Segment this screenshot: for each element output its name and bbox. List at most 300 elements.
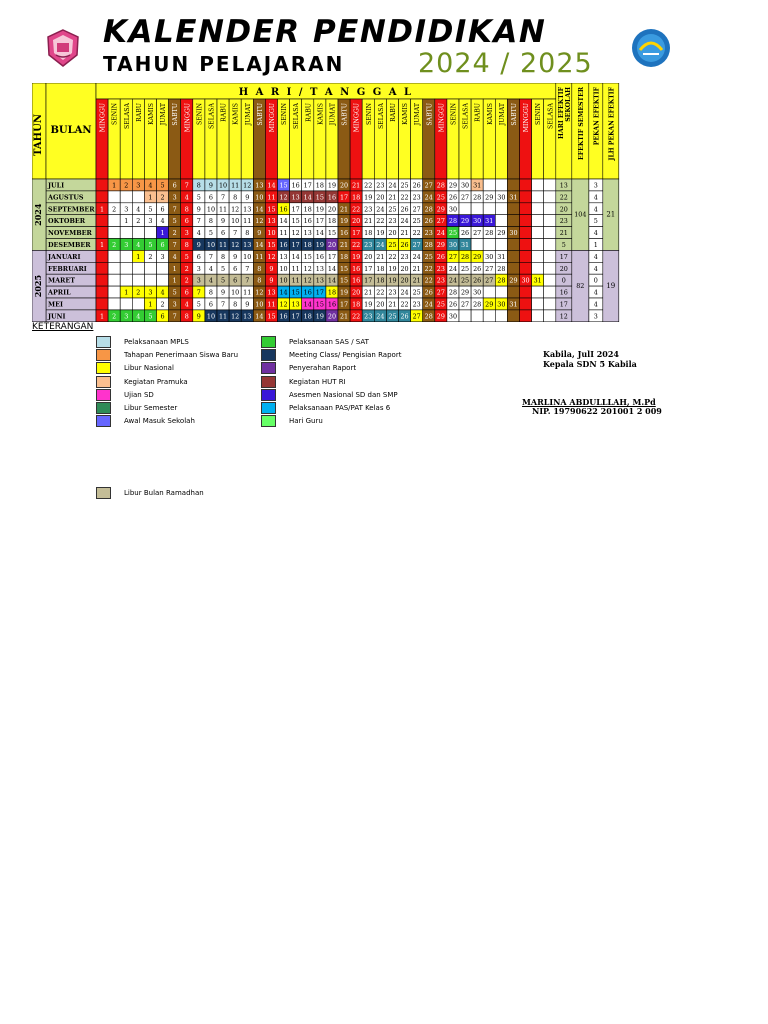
day-number: 17 bbox=[364, 264, 373, 273]
day-number: 10 bbox=[267, 229, 276, 238]
day-number: 18 bbox=[376, 276, 385, 285]
pekan-value: 4 bbox=[593, 205, 598, 214]
day-number: 8 bbox=[184, 205, 189, 214]
day-number: 8 bbox=[233, 300, 238, 309]
day-number: 10 bbox=[206, 241, 216, 249]
day-number: 2 bbox=[172, 229, 177, 238]
day-number: 13 bbox=[315, 264, 324, 273]
day-cell bbox=[108, 250, 120, 262]
day-cell bbox=[532, 215, 544, 227]
hari-efektif-value: 13 bbox=[559, 181, 568, 190]
day-number: 13 bbox=[243, 312, 252, 321]
legend-swatch bbox=[96, 389, 111, 401]
day-number: 25 bbox=[388, 205, 397, 214]
legend-swatch bbox=[261, 362, 276, 374]
hari-efektif-value: 20 bbox=[559, 264, 568, 273]
day-number: 8 bbox=[257, 276, 262, 285]
day-cell bbox=[483, 310, 495, 322]
day-number: 26 bbox=[448, 193, 458, 202]
day-number: 14 bbox=[279, 288, 288, 297]
day-number: 19 bbox=[315, 205, 324, 214]
day-number: 24 bbox=[412, 252, 421, 261]
day-cell bbox=[483, 286, 495, 298]
day-number: 17 bbox=[291, 205, 300, 214]
day-number: 25 bbox=[460, 276, 470, 285]
legend-swatch bbox=[96, 362, 111, 374]
day-number: 26 bbox=[473, 276, 482, 285]
day-header-label: JUMAT bbox=[414, 103, 422, 126]
day-number: 28 bbox=[497, 264, 506, 273]
day-number: 19 bbox=[327, 181, 337, 190]
day-cell bbox=[108, 215, 120, 227]
day-number: 9 bbox=[208, 181, 213, 190]
day-cell bbox=[108, 298, 120, 310]
day-number: 15 bbox=[291, 288, 300, 297]
day-number: 22 bbox=[412, 229, 421, 238]
day-number: 18 bbox=[352, 300, 361, 309]
day-number: 22 bbox=[388, 252, 397, 261]
day-cell bbox=[96, 215, 108, 227]
day-number: 3 bbox=[124, 241, 129, 249]
day-number: 17 bbox=[352, 229, 361, 238]
day-number: 25 bbox=[436, 300, 445, 309]
month-name: NOVEMBER bbox=[48, 229, 92, 238]
day-number: 5 bbox=[208, 229, 213, 238]
day-number: 26 bbox=[424, 288, 433, 297]
day-cell bbox=[507, 310, 519, 322]
day-cell bbox=[544, 310, 556, 322]
day-number: 14 bbox=[267, 181, 276, 190]
month-name: MEI bbox=[48, 300, 63, 309]
day-number: 12 bbox=[303, 276, 312, 285]
day-cell bbox=[544, 298, 556, 310]
day-number: 18 bbox=[364, 229, 373, 238]
day-number: 28 bbox=[473, 193, 482, 202]
day-number: 12 bbox=[279, 193, 288, 202]
legend-swatch bbox=[261, 349, 276, 361]
day-number: 27 bbox=[436, 288, 445, 297]
legend-swatch bbox=[96, 487, 111, 499]
hari-efektif-value: 0 bbox=[561, 276, 566, 285]
hari-efektif-value: 23 bbox=[559, 217, 568, 226]
day-header-label: SELASA bbox=[208, 103, 216, 130]
day-header-label: SENIN bbox=[450, 103, 458, 126]
day-number: 9 bbox=[257, 229, 262, 238]
day-cell bbox=[120, 262, 132, 274]
day-number: 27 bbox=[460, 193, 470, 202]
day-number: 11 bbox=[243, 217, 252, 226]
day-number: 1 bbox=[124, 288, 129, 297]
day-number: 17 bbox=[327, 252, 337, 261]
header-tahun-label: TAHUN bbox=[33, 114, 44, 156]
day-number: 5 bbox=[221, 264, 226, 273]
day-number: 20 bbox=[327, 241, 337, 249]
day-number: 26 bbox=[412, 181, 421, 190]
day-number: 26 bbox=[424, 217, 433, 226]
day-cell bbox=[108, 227, 120, 239]
day-cell bbox=[544, 203, 556, 215]
day-cell bbox=[495, 239, 507, 251]
hari-efektif-value: 20 bbox=[559, 205, 568, 214]
day-number: 24 bbox=[436, 229, 445, 238]
day-number: 4 bbox=[196, 229, 201, 238]
day-number: 5 bbox=[148, 241, 153, 249]
month-name: SEPTEMBER bbox=[48, 205, 95, 214]
day-cell bbox=[132, 262, 144, 274]
header-pekan-efektif-label: PEKAN EFEKTIF bbox=[593, 87, 601, 146]
day-cell bbox=[120, 274, 132, 286]
day-number: 20 bbox=[327, 312, 337, 321]
day-number: 20 bbox=[376, 300, 385, 309]
day-number: 27 bbox=[412, 241, 421, 249]
header-hari-efektif-label: SEKOLAH bbox=[564, 87, 572, 122]
day-number: 7 bbox=[245, 264, 250, 273]
day-number: 19 bbox=[315, 241, 324, 249]
month-name: JULI bbox=[48, 181, 65, 190]
day-header-label: SABTU bbox=[172, 103, 180, 126]
day-cell bbox=[157, 274, 169, 286]
day-number: 30 bbox=[473, 288, 482, 297]
day-number: 18 bbox=[327, 217, 337, 226]
day-number: 20 bbox=[352, 288, 361, 297]
day-number: 27 bbox=[460, 300, 470, 309]
day-number: 2 bbox=[136, 217, 141, 226]
signature-nip: NIP. 19790622 201001 2 009 bbox=[532, 406, 662, 416]
legend-title: KETERANGAN bbox=[32, 322, 94, 332]
day-number: 23 bbox=[436, 264, 445, 273]
day-cell bbox=[544, 286, 556, 298]
day-number: 16 bbox=[315, 252, 324, 261]
day-number: 17 bbox=[315, 288, 324, 297]
day-number: 13 bbox=[279, 252, 288, 261]
day-number: 24 bbox=[376, 205, 385, 214]
legend-swatch bbox=[261, 336, 276, 348]
day-number: 2 bbox=[160, 193, 165, 202]
day-number: 16 bbox=[291, 181, 300, 190]
day-cell bbox=[532, 239, 544, 251]
day-number: 31 bbox=[533, 276, 542, 285]
day-cell bbox=[507, 262, 519, 274]
legend-label: Tahapan Penerimaan Siswa Baru bbox=[124, 351, 239, 360]
day-number: 13 bbox=[243, 205, 252, 214]
day-number: 29 bbox=[460, 288, 470, 297]
day-number: 21 bbox=[412, 276, 421, 285]
day-number: 21 bbox=[400, 229, 409, 238]
day-number: 7 bbox=[196, 288, 201, 297]
day-cell bbox=[459, 203, 471, 215]
day-number: 21 bbox=[339, 312, 349, 321]
day-number: 2 bbox=[112, 205, 117, 214]
legend-swatch bbox=[261, 415, 276, 427]
day-number: 6 bbox=[184, 217, 189, 226]
day-cell bbox=[495, 215, 507, 227]
day-number: 4 bbox=[160, 288, 165, 297]
day-number: 2 bbox=[148, 252, 153, 261]
day-number: 31 bbox=[509, 300, 518, 309]
day-number: 15 bbox=[339, 276, 349, 285]
day-number: 20 bbox=[339, 181, 349, 190]
legend-swatch bbox=[261, 389, 276, 401]
day-number: 30 bbox=[460, 181, 470, 190]
day-number: 22 bbox=[352, 205, 361, 214]
day-number: 28 bbox=[424, 205, 433, 214]
day-number: 11 bbox=[279, 229, 288, 238]
month-name: DESEMBER bbox=[48, 241, 91, 249]
day-number: 29 bbox=[497, 229, 506, 238]
day-number: 5 bbox=[148, 312, 153, 321]
day-number: 1 bbox=[100, 241, 105, 249]
day-cell bbox=[520, 262, 532, 274]
day-cell bbox=[520, 191, 532, 203]
day-number: 23 bbox=[364, 312, 373, 321]
legend-label: Libur Nasional bbox=[124, 364, 174, 373]
day-cell bbox=[520, 250, 532, 262]
day-number: 23 bbox=[364, 205, 373, 214]
legend-swatch bbox=[96, 349, 111, 361]
day-cell bbox=[120, 298, 132, 310]
day-number: 8 bbox=[233, 193, 238, 202]
day-number: 24 bbox=[376, 312, 385, 321]
day-cell bbox=[96, 286, 108, 298]
day-number: 24 bbox=[400, 217, 409, 226]
day-header-label: RABU bbox=[389, 103, 397, 122]
pekan-value: 4 bbox=[593, 229, 598, 238]
day-cell bbox=[507, 215, 519, 227]
day-number: 20 bbox=[376, 193, 385, 202]
day-number: 17 bbox=[339, 193, 349, 202]
legend-swatch bbox=[96, 402, 111, 414]
day-number: 27 bbox=[436, 217, 445, 226]
day-number: 2 bbox=[184, 264, 189, 273]
pekan-total-value: 19 bbox=[606, 282, 616, 291]
day-number: 2 bbox=[184, 276, 189, 285]
day-header-label: RABU bbox=[474, 103, 482, 122]
tut-wuri-handayani-logo bbox=[631, 28, 671, 68]
day-header-label: SABTU bbox=[341, 103, 349, 126]
day-number: 24 bbox=[400, 288, 409, 297]
day-header-label: JUMAT bbox=[160, 103, 168, 126]
day-number: 17 bbox=[291, 241, 300, 249]
pekan-total-value: 21 bbox=[606, 210, 616, 219]
day-number: 13 bbox=[267, 288, 276, 297]
day-number: 26 bbox=[400, 205, 409, 214]
legend-swatch bbox=[261, 402, 276, 414]
day-number: 20 bbox=[388, 229, 397, 238]
day-cell bbox=[532, 179, 544, 191]
day-number: 5 bbox=[196, 193, 201, 202]
day-number: 23 bbox=[364, 241, 373, 249]
day-number: 8 bbox=[221, 252, 226, 261]
pekan-value: 4 bbox=[593, 300, 598, 309]
legend-label: Kegiatan HUT RI bbox=[289, 377, 346, 386]
day-number: 14 bbox=[255, 241, 264, 249]
day-number: 7 bbox=[196, 217, 201, 226]
day-cell bbox=[483, 239, 495, 251]
pekan-value: 1 bbox=[593, 241, 598, 249]
day-number: 24 bbox=[424, 193, 433, 202]
day-number: 8 bbox=[184, 241, 189, 249]
day-cell bbox=[495, 203, 507, 215]
day-number: 18 bbox=[303, 312, 312, 321]
day-number: 1 bbox=[100, 205, 105, 214]
day-number: 3 bbox=[148, 217, 153, 226]
day-cell bbox=[144, 262, 156, 274]
day-number: 11 bbox=[267, 193, 276, 202]
calendar-grid bbox=[32, 83, 688, 322]
day-cell bbox=[520, 239, 532, 251]
day-number: 12 bbox=[279, 300, 288, 309]
academic-year: 2024 / 2025 bbox=[418, 48, 593, 79]
day-number: 13 bbox=[243, 241, 252, 249]
month-name: APRIL bbox=[48, 288, 71, 297]
pekan-value: 3 bbox=[593, 312, 598, 321]
year-label: 2024 bbox=[33, 203, 43, 226]
day-number: 11 bbox=[218, 205, 228, 214]
day-number: 22 bbox=[376, 288, 385, 297]
signature-role: Kepala SDN 5 Kabila bbox=[543, 359, 637, 369]
day-number: 28 bbox=[473, 300, 482, 309]
day-header-label: JUMAT bbox=[498, 103, 506, 126]
day-number: 25 bbox=[448, 229, 458, 238]
day-header-label: MINGGU bbox=[99, 103, 107, 133]
day-cell bbox=[108, 191, 120, 203]
day-number: 10 bbox=[218, 181, 228, 190]
day-number: 5 bbox=[148, 205, 153, 214]
legend-label: Hari Guru bbox=[289, 417, 323, 426]
day-number: 1 bbox=[172, 276, 177, 285]
day-number: 11 bbox=[218, 312, 228, 321]
day-number: 6 bbox=[184, 288, 189, 297]
day-header-label: SELASA bbox=[377, 103, 385, 130]
legend-label: Meeting Class/ Pengisian Raport bbox=[289, 351, 402, 360]
day-number: 10 bbox=[231, 217, 240, 226]
day-number: 23 bbox=[412, 193, 421, 202]
day-header-label: SENIN bbox=[365, 103, 373, 126]
day-cell bbox=[544, 274, 556, 286]
legend-label: Pelaksanaan SAS / SAT bbox=[289, 338, 369, 346]
day-number: 6 bbox=[160, 241, 165, 249]
day-number: 12 bbox=[303, 264, 312, 273]
day-cell bbox=[544, 227, 556, 239]
day-number: 26 bbox=[460, 229, 470, 238]
day-number: 4 bbox=[136, 312, 141, 321]
signature-place-date: Kabila, JulI 2024 bbox=[543, 349, 619, 359]
day-cell bbox=[507, 239, 519, 251]
day-number: 26 bbox=[436, 252, 445, 261]
day-number: 28 bbox=[497, 276, 506, 285]
month-name: OKTOBER bbox=[48, 217, 86, 226]
day-number: 25 bbox=[412, 217, 421, 226]
day-cell bbox=[96, 227, 108, 239]
day-header-label: KAMIS bbox=[486, 103, 494, 125]
day-number: 30 bbox=[448, 205, 458, 214]
day-header-label: SENIN bbox=[281, 102, 289, 126]
day-number: 8 bbox=[196, 181, 201, 190]
header-hari-efektif-label: HARI EFEKTIF bbox=[557, 87, 565, 139]
day-cell bbox=[520, 310, 532, 322]
day-number: 30 bbox=[497, 193, 506, 202]
day-number: 30 bbox=[448, 312, 458, 321]
day-number: 31 bbox=[460, 241, 470, 249]
pekan-value: 5 bbox=[593, 217, 598, 226]
day-number: 11 bbox=[231, 181, 240, 190]
day-cell bbox=[96, 191, 108, 203]
legend-label: Pelaksanaan PAS/PAT Kelas 6 bbox=[289, 404, 391, 412]
day-number: 30 bbox=[485, 252, 494, 261]
day-number: 14 bbox=[327, 264, 337, 273]
day-number: 9 bbox=[269, 264, 274, 273]
pekan-value: 4 bbox=[593, 252, 598, 261]
day-number: 16 bbox=[279, 312, 288, 321]
day-cell bbox=[507, 250, 519, 262]
day-number: 10 bbox=[243, 252, 252, 261]
day-number: 5 bbox=[160, 181, 165, 190]
day-number: 8 bbox=[184, 312, 189, 321]
calendar-table bbox=[32, 83, 688, 322]
day-cell bbox=[520, 179, 532, 191]
day-cell bbox=[544, 239, 556, 251]
legend-ramadhan bbox=[96, 487, 266, 501]
page-subtitle: TAHUN PELAJARAN bbox=[103, 52, 345, 76]
legend-label: Penyerahan Raport bbox=[289, 364, 357, 373]
day-number: 6 bbox=[208, 193, 213, 202]
day-number: 11 bbox=[218, 241, 228, 249]
day-number: 17 bbox=[291, 312, 300, 321]
day-number: 20 bbox=[400, 276, 409, 285]
day-number: 14 bbox=[279, 217, 288, 226]
day-cell bbox=[507, 286, 519, 298]
day-number: 16 bbox=[327, 300, 337, 309]
day-header-label: MINGGU bbox=[353, 103, 361, 133]
day-number: 28 bbox=[436, 181, 445, 190]
day-number: 2 bbox=[160, 300, 165, 309]
day-cell bbox=[520, 203, 532, 215]
day-number: 21 bbox=[352, 181, 361, 190]
day-number: 9 bbox=[196, 312, 201, 321]
day-number: 14 bbox=[291, 252, 300, 261]
day-cell bbox=[132, 191, 144, 203]
day-cell bbox=[544, 250, 556, 262]
day-number: 30 bbox=[521, 276, 530, 285]
day-number: 26 bbox=[473, 264, 482, 273]
day-header-label: RABU bbox=[135, 103, 143, 122]
day-number: 9 bbox=[245, 300, 250, 309]
day-number: 4 bbox=[184, 300, 189, 309]
day-header-label: MINGGU bbox=[184, 103, 192, 133]
day-number: 18 bbox=[352, 193, 361, 202]
regional-emblem-logo bbox=[44, 29, 82, 67]
day-number: 10 bbox=[279, 264, 288, 273]
day-number: 10 bbox=[206, 312, 216, 321]
day-cell bbox=[520, 286, 532, 298]
day-number: 5 bbox=[196, 300, 201, 309]
day-number: 16 bbox=[352, 276, 361, 285]
day-number: 5 bbox=[184, 252, 189, 261]
day-number: 25 bbox=[424, 252, 433, 261]
day-number: 23 bbox=[412, 300, 421, 309]
hari-efektif-value: 17 bbox=[559, 300, 568, 309]
day-number: 21 bbox=[339, 205, 349, 214]
day-cell bbox=[520, 298, 532, 310]
day-header-label: SENIN bbox=[535, 103, 543, 126]
day-number: 25 bbox=[400, 181, 409, 190]
day-number: 21 bbox=[376, 252, 385, 261]
day-number: 17 bbox=[339, 300, 349, 309]
day-number: 31 bbox=[473, 181, 482, 190]
day-number: 14 bbox=[303, 300, 312, 309]
day-cell bbox=[483, 179, 495, 191]
day-number: 17 bbox=[364, 276, 373, 285]
